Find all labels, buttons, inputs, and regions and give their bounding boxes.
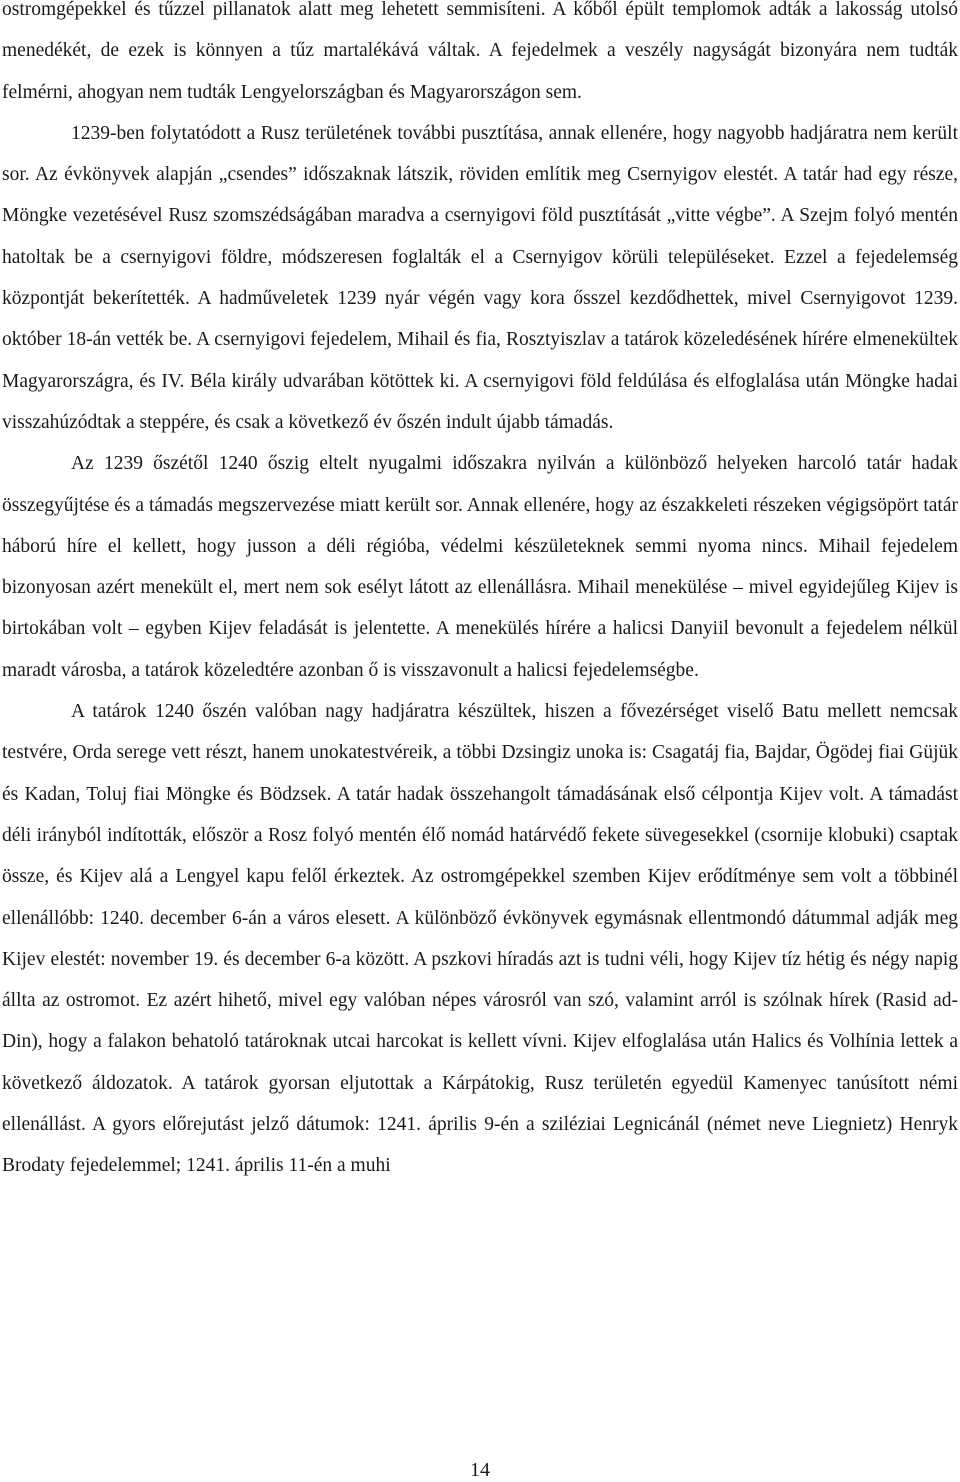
paragraph-1240-kiev-campaign: A tatárok 1240 őszén valóban nagy hadjáratra készültek, hiszen a fővezérséget viselő Batu mellett nemcsak testvére, Orda serege vett részt, hanem unokatestvéreik, a többi Dzsingiz unoka is: Csagatáj fia, Bajdar, Ögödej fiai Güjük és Kadan, Toluj fiai Möngke és Bödzsek. A tatár hadak összehangolt támadásának első célpontja Kijev volt. A támadást déli irányból indították, először a Rosz folyó mentén élő nomád határvédő fekete süvegesekkel (csornije klobuki) csaptak össze, és Kijev alá a Lengyel kapu felől érkeztek. Az ostromgépekkel szemben Kijev erődítménye sem volt a többinél ellenállóbb: 1240. december 6-án a város elesett. A különböző évkönyvek egymásnak ellentmondó dátummal adják meg Kijev elestét: november 19. és december 6-a között. A pszkovi híradás azt is tudni véli, hogy Kijev tíz hétig és négy napig állta az ostromot. Ez azért hihető, mivel egy valóban népes városról van szó, valamint arról is szólnak hírek (Rasid ad-Din), hogy a falakon behatoló tatároknak utcai harcokat is kellett vívni. Kijev elfoglalása után Halics és Volhínia lettek a következő áldozatok. A tatárok gyorsan eljutottak a Kárpátokig, Rusz területén egyedül Kamenyec tanúsított némi ellenállást. A gyors előrejutást jelző dátumok: 1241. április 9-én a sziléziai Legnicánál (német neve Liegnietz) Henryk Brodaty fejedelemmel; 1241. április 11-én a muhi xyxy=(2,701,958,1177)
page-number: 14 xyxy=(470,1459,490,1481)
paragraph-continuation: ostromgépekkel és tűzzel pillanatok alatt meg lehetett semmisíteni. A kőből épült templomok adták a lakosság utolsó menedékét, de ezek is könnyen a tűz martalékává váltak. A fejedelmek a veszély nagyságát bizonyára nem tudták felmérni, ahogyan nem tudták Lengyelországban és Magyarországon sem. xyxy=(2,0,958,103)
paragraph-1239-1240-lull: Az 1239 őszétől 1240 őszig eltelt nyugalmi időszakra nyilván a különböző helyeken harcoló tatár hadak összegyűjtése és a támadás megszervezése miatt került sor. Annak ellenére, hogy az északkeleti részeken végigsöpört tatár háború híre el kellett, hogy jusson a déli régióba, védelmi készületeknek semmi nyoma nincs. Mihail fejedelem bizonyosan azért menekült el, mert nem sok esélyt látott az ellenállásra. Mihail menekülése – mivel egyidejűleg Kijev is birtokában volt – egyben Kijev feladását is jelentette. A menekülés hírére a halicsi Danyiil bevonult a fejedelem nélkül maradt városba, a tatárok közeledtére azonban ő is visszavonult a halicsi fejedelemségbe. xyxy=(2,453,958,681)
paragraph-1239-chernigov: 1239-ben folytatódott a Rusz területének további pusztítása, annak ellenére, hogy nagyobb hadjáratra nem került sor. Az évkönyvek alapján „csendes” időszaknak látszik, röviden említik meg Csernyigov elestét. A tatár had egy része, Möngke vezetésével Rusz szomszédságában maradva a csernyigovi föld pusztítását „vitte végbe”. A Szejm folyó mentén hatoltak be a csernyigovi földre, módszeresen foglalták el a Csernyigov körüli településeket. Ezzel a fejedelemség központját bekerítették. A hadműveletek 1239 nyár végén vagy kora ősszel kezdődhettek, mivel Csernyigovot 1239. október 18-án vették be. A csernyigovi fejedelem, Mihail és fia, Rosztyiszlav a tatárok közeledésének hírére elmenekültek Magyarországra, és IV. Béla király udvarában kötöttek ki. A csernyigovi föld feldúlása és elfoglalása után Möngke hadai visszahúzódtak a steppére, és csak a következő év őszén indult újabb támadás. xyxy=(2,122,958,433)
